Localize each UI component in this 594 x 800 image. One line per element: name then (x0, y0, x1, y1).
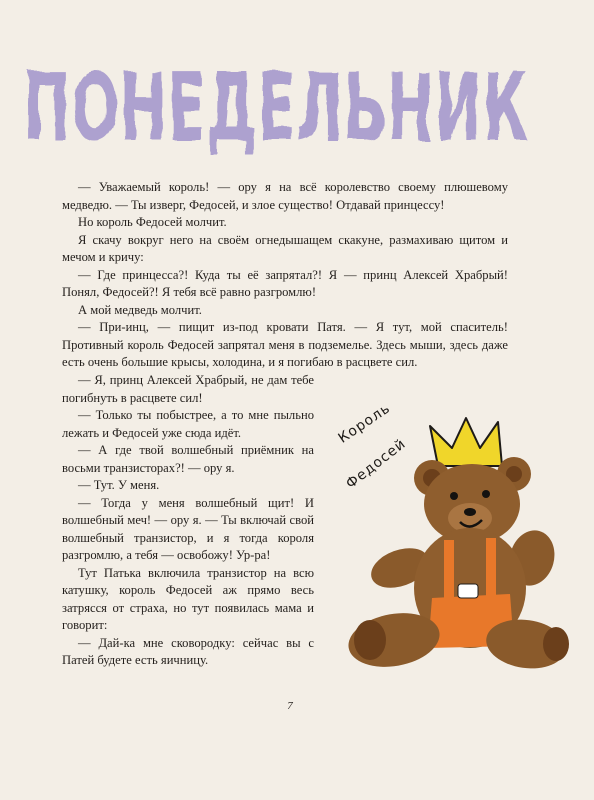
paragraph: — Где принцесса?! Куда ты её запрятал?! Я — принц Алексей Храбрый! Понял, Федосей?! Я тебя всё равно разгромлю! (62, 267, 508, 299)
paragraph: — Дай-ка мне сковородку: сейчас вы с Патей будете есть яичницу. (62, 635, 314, 667)
paragraph: Я скачу вокруг него на своём огнедышащем скакуне, размахиваю щитом и мечом и кричу: (62, 232, 508, 264)
illustration-caption-line-2: Федосей (343, 435, 410, 493)
paragraph: — Уважаемый король! — ору я на всё королевство своему плюшевому медведю. — Ты изверг, Федосей, и злое существо! Отдавай принцессу! (62, 180, 508, 212)
paragraph: — Только ты побыстрее, а то мне пыльно лежать и Федосей уже сюда идёт. (62, 408, 314, 440)
teddy-bear-icon (320, 408, 582, 678)
chapter-title-text: ПОНЕДЕЛЬНИК (24, 54, 529, 163)
page-number: 7 (287, 700, 293, 712)
chapter-title (18, 36, 538, 166)
paragraph: — Тогда у меня волшебный щит! И волшебный меч! — ору я. — Ты включай свой волшебный транзистор, и я тогда короля разгромлю, а тебя — освобожу! Ур-ра! (62, 495, 314, 562)
paragraph: — Я, принц Алексей Храбрый, не дам тебе погибнуть в расцвете сил! (62, 373, 314, 405)
paragraph: А мой медведь молчит. (78, 302, 202, 317)
paragraph: — Тут. У меня. (78, 478, 160, 492)
chapter-title-art (18, 36, 538, 166)
paragraph: Тут Патька включила транзистор на всю катушку, король Федосей аж прямо весь затрясся от страха, но тут появилась мама и говорит: (62, 565, 314, 632)
paragraph: — При-инц, — пищит из-под кровати Патя. — Я тут, мой спаситель! Противный король Федосей запрятал меня в подземелье. Здесь мыши, здесь даже есть очень большие крысы, холодина, и я погибаю в расцвете сил. (62, 320, 508, 369)
paragraph: Но король Федосей молчит. (78, 215, 227, 229)
body-text-column (62, 372, 314, 670)
paragraph: — А где твой волшебный приёмник на восьми транзисторах?! — ору я. (62, 443, 314, 475)
teddy-bear-king-illustration (320, 408, 582, 678)
body-text-full-width (62, 179, 508, 372)
crown-icon (430, 418, 502, 466)
illustration-caption-line-1: Король (335, 400, 394, 447)
